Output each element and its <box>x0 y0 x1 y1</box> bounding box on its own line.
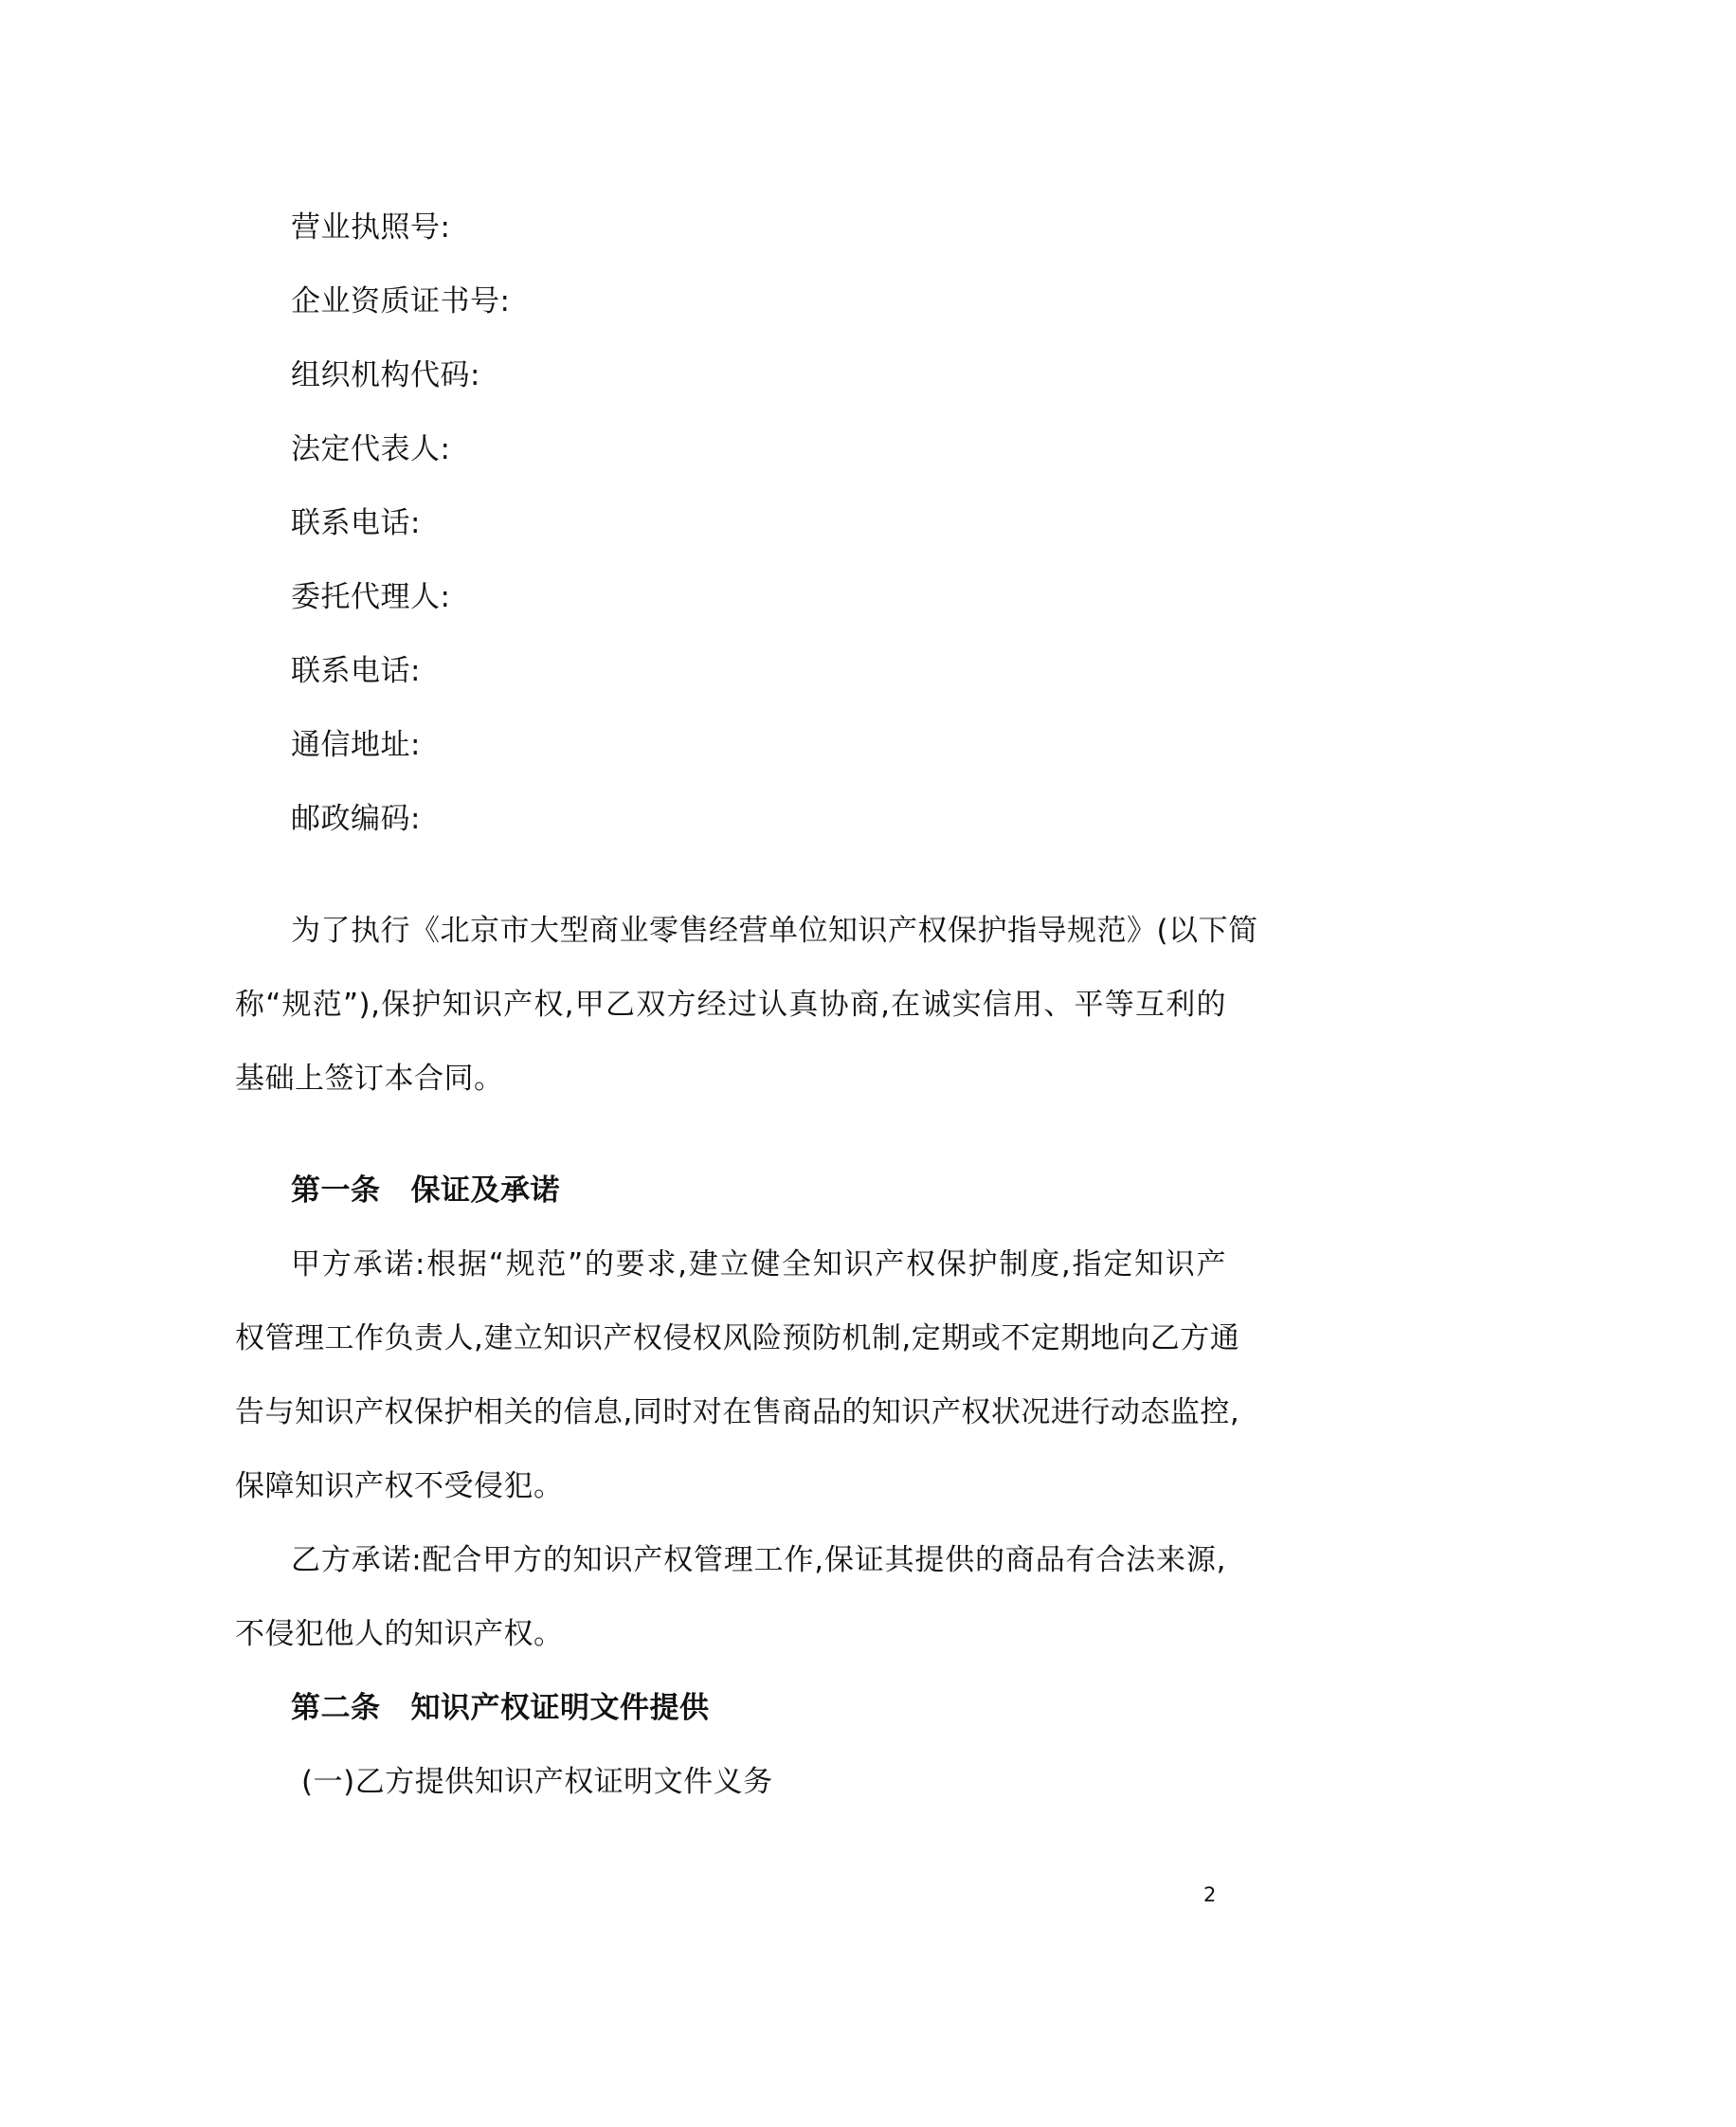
article-1-title: 保证及承诺 <box>410 1173 560 1208</box>
intro-paragraph-line: 为了执行《北京市大型商业零售经营单位知识产权保护指导规范》(以下简 <box>291 914 1258 948</box>
authorized-agent-label: 委托代理人: <box>291 580 451 614</box>
article-1-heading <box>291 1170 560 1211</box>
qualification-certificate-number-label: 企业资质证书号: <box>291 284 511 318</box>
party-a-commitment-line: 告与知识产权保护相关的信息,同时对在售商品的知识产权状况进行动态监控, <box>235 1395 1240 1429</box>
party-a-commitment-line: 甲方承诺:根据“规范”的要求,建立健全知识产权保护制度,指定知识产 <box>291 1247 1226 1282</box>
business-license-number-label: 营业执照号: <box>291 210 451 245</box>
page-number: 2 <box>1203 1883 1217 1906</box>
article-2-title: 知识产权证明文件提供 <box>410 1691 710 1725</box>
subsection-1-heading: (一)乙方提供知识产权证明文件义务 <box>301 1765 773 1799</box>
legal-representative-label: 法定代表人: <box>291 432 451 466</box>
party-a-commitment-line: 权管理工作负责人,建立知识产权侵权风险预防机制,定期或不定期地向乙方通 <box>235 1321 1240 1355</box>
postal-code-label: 邮政编码: <box>291 802 421 836</box>
article-2-number: 第二条 <box>291 1691 381 1725</box>
party-a-commitment-line: 保障知识产权不受侵犯。 <box>235 1469 564 1503</box>
organization-code-label: 组织机构代码: <box>291 358 480 392</box>
contact-phone-label: 联系电话: <box>291 506 421 540</box>
party-b-commitment-line: 不侵犯他人的知识产权。 <box>235 1617 564 1651</box>
agent-contact-phone-label: 联系电话: <box>291 654 421 688</box>
article-2-heading <box>291 1687 710 1729</box>
article-1-number: 第一条 <box>291 1173 381 1208</box>
party-b-commitment-line: 乙方承诺:配合甲方的知识产权管理工作,保证其提供的商品有合法来源, <box>291 1543 1226 1577</box>
intro-paragraph-line: 基础上签订本合同。 <box>235 1062 504 1096</box>
mailing-address-label: 通信地址: <box>291 728 421 762</box>
intro-paragraph-line: 称“规范”),保护知识产权,甲乙双方经过认真协商,在诚实信用、平等互利的 <box>235 988 1226 1022</box>
